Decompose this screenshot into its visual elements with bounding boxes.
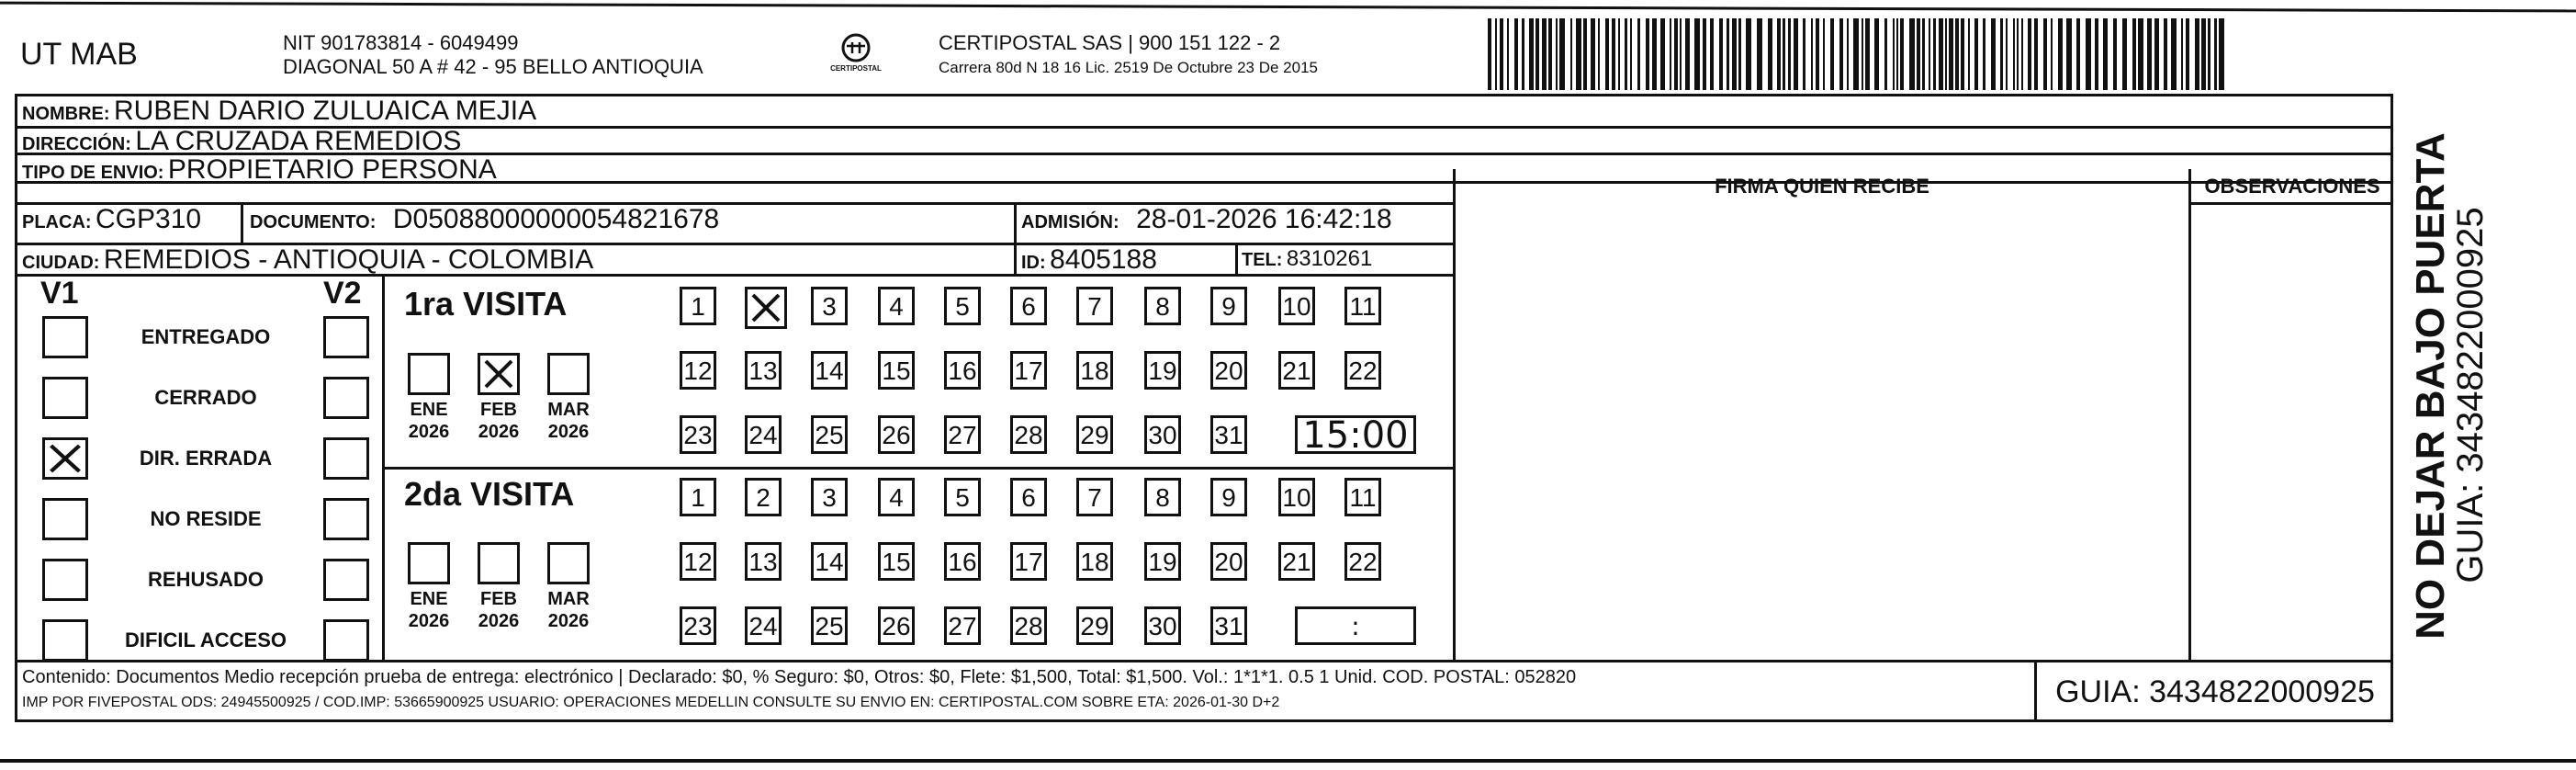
visit1-day-12[interactable]: 12 xyxy=(680,351,716,390)
visit1-day-6[interactable]: 6 xyxy=(1010,287,1047,325)
documento-label: DOCUMENTO: xyxy=(250,212,377,232)
visit1-day-14[interactable]: 14 xyxy=(811,351,848,390)
v2-checkbox[interactable] xyxy=(323,377,369,419)
visit1-month-label: ENE 2026 xyxy=(408,400,450,442)
visit2-month-label: ENE 2026 xyxy=(408,589,450,631)
footer-guia: GUIA: 3434822000925 xyxy=(2055,674,2375,709)
visit2-day-6[interactable]: 6 xyxy=(1010,478,1047,516)
visit2-day-16[interactable]: 16 xyxy=(944,542,981,581)
visit2-month-label: MAR 2026 xyxy=(547,589,590,631)
v1-header: V1 xyxy=(40,276,79,311)
visit2-day-13[interactable]: 13 xyxy=(745,542,782,581)
nombre-row xyxy=(22,96,536,127)
direccion-row xyxy=(22,126,461,157)
visit2-day-7[interactable]: 7 xyxy=(1076,478,1113,516)
tel-value: 8310261 xyxy=(1286,246,1373,271)
visit2-day-23[interactable]: 23 xyxy=(680,606,716,645)
visit2-day-15[interactable]: 15 xyxy=(878,542,915,581)
visit1-time-field[interactable]: 15:00 xyxy=(1295,415,1416,454)
visit2-day-5[interactable]: 5 xyxy=(944,478,981,516)
visit2-day-14[interactable]: 14 xyxy=(811,542,848,581)
certipostal-logo xyxy=(819,31,893,77)
visit1-day-23[interactable]: 23 xyxy=(680,415,716,454)
visit2-day-28[interactable]: 28 xyxy=(1010,606,1047,645)
visit2-day-9[interactable]: 9 xyxy=(1210,478,1247,516)
footer-content-line: Contenido: Documentos Medio recepción prueba de entrega: electrónico | Declarado: $0, % Seguro: $0, Otros: $0, Flete: $1,500, Total: $1,500. Vol.: 1*1*1. 0.5 1 Unid. COD. POSTAL: 052820 xyxy=(22,667,1577,687)
v1-checkbox[interactable] xyxy=(42,377,88,419)
visit1-day-27[interactable]: 27 xyxy=(944,415,981,454)
nit: NIT 901783814 - 6049499 xyxy=(283,31,519,54)
visit1-day-24[interactable]: 24 xyxy=(745,415,782,454)
visit2-day-17[interactable]: 17 xyxy=(1010,542,1047,581)
documento-field xyxy=(250,204,719,235)
id-label: ID: xyxy=(1021,253,1046,273)
ciudad-field xyxy=(22,244,593,276)
no-dejar-notice: NO DEJAR BAJO PUERTA xyxy=(2408,132,2453,640)
sender-address: DIAGONAL 50 A # 42 - 95 BELLO ANTIOQUIA xyxy=(283,55,703,78)
status-label: DIFICIL ACCESO xyxy=(124,628,287,651)
visit1-day-3[interactable]: 3 xyxy=(811,287,848,325)
v2-header: V2 xyxy=(323,276,362,311)
visit1-day-29[interactable]: 29 xyxy=(1076,415,1113,454)
v1-checkbox[interactable] xyxy=(42,316,88,358)
visit2-month-checkbox[interactable] xyxy=(547,542,590,584)
nombre-label: NOMBRE: xyxy=(22,104,110,124)
visit2-day-26[interactable]: 26 xyxy=(878,606,915,645)
tipo-row xyxy=(22,154,497,186)
id-value: 8405188 xyxy=(1050,244,1157,275)
visit1-day-1[interactable]: 1 xyxy=(680,287,716,325)
bottom-rule xyxy=(0,759,2576,763)
visit2-day-10[interactable]: 10 xyxy=(1278,478,1315,516)
v1-checkbox[interactable] xyxy=(42,559,88,601)
visit2-day-24[interactable]: 24 xyxy=(745,606,782,645)
admision-field xyxy=(1021,204,1392,235)
visit1-day-26[interactable]: 26 xyxy=(878,415,915,454)
v1-checkbox[interactable] xyxy=(42,498,88,540)
visit1-day-11[interactable]: 11 xyxy=(1344,287,1381,325)
tel-field xyxy=(1242,246,1372,272)
placa-field xyxy=(22,204,201,235)
visit2-day-19[interactable]: 19 xyxy=(1144,542,1181,581)
visit1-day-25[interactable]: 25 xyxy=(811,415,848,454)
visit2-day-27[interactable]: 27 xyxy=(944,606,981,645)
tipo-label: TIPO DE ENVIO: xyxy=(22,163,164,183)
admision-value: 28-01-2026 16:42:18 xyxy=(1136,204,1392,234)
visit2-month-label: FEB 2026 xyxy=(478,589,520,631)
signature-area[interactable] xyxy=(1456,205,2188,659)
visit1-day-22[interactable]: 22 xyxy=(1344,351,1381,390)
ciudad-value: REMEDIOS - ANTIOQUIA - COLOMBIA xyxy=(103,244,594,275)
visit2-day-12[interactable]: 12 xyxy=(680,542,716,581)
visit1-day-5[interactable]: 5 xyxy=(944,287,981,325)
visit2-day-1[interactable]: 1 xyxy=(680,478,716,516)
direccion-value: LA CRUZADA REMEDIOS xyxy=(135,126,462,156)
v2-checkbox[interactable] xyxy=(323,559,369,601)
status-label: CERRADO xyxy=(154,386,257,409)
header xyxy=(0,0,2576,101)
v2-checkbox[interactable] xyxy=(323,316,369,358)
visit2-month-checkbox[interactable] xyxy=(478,542,520,584)
visit2-day-11[interactable]: 11 xyxy=(1344,478,1381,516)
v1-checkbox[interactable] xyxy=(42,437,88,480)
visit1-day-28[interactable]: 28 xyxy=(1010,415,1047,454)
observaciones-label: OBSERVACIONES xyxy=(2204,175,2380,198)
visit1-day-16[interactable]: 16 xyxy=(944,351,981,390)
visit2-title: 2da VISITA xyxy=(404,475,575,513)
visit1-day-13[interactable]: 13 xyxy=(745,351,782,390)
visit1-month-label: FEB 2026 xyxy=(478,400,520,442)
direccion-label: DIRECCIÓN: xyxy=(22,134,131,154)
visit1-month-label: MAR 2026 xyxy=(547,400,590,442)
visit2-day-21[interactable]: 21 xyxy=(1278,542,1315,581)
visit1-day-8[interactable]: 8 xyxy=(1144,287,1181,325)
status-label: DIR. ERRADA xyxy=(139,447,273,470)
visit1-day-2[interactable] xyxy=(745,287,787,329)
visit1-day-31[interactable]: 31 xyxy=(1210,415,1247,454)
company-name: CERTIPOSTAL SAS | 900 151 122 - 2 xyxy=(939,31,1281,54)
v1-checkbox[interactable] xyxy=(42,619,88,662)
visit2-month-checkbox[interactable] xyxy=(408,542,450,584)
admision-label: ADMISIÓN: xyxy=(1021,212,1119,232)
tipo-value: PROPIETARIO PERSONA xyxy=(167,154,497,185)
visit1-title: 1ra VISITA xyxy=(404,285,568,323)
nombre-value: RUBEN DARIO ZULUAICA MEJIA xyxy=(114,96,537,126)
visit1-day-4[interactable]: 4 xyxy=(878,287,915,325)
side-text xyxy=(2397,119,2498,652)
visit2-time-field[interactable]: : xyxy=(1295,606,1416,645)
status-label: ENTREGADO xyxy=(141,325,271,348)
status-label: REHUSADO xyxy=(148,568,264,591)
visit1-day-19[interactable]: 19 xyxy=(1144,351,1181,390)
visit1-day-7[interactable]: 7 xyxy=(1076,287,1113,325)
placa-label: PLACA: xyxy=(22,212,92,232)
v2-checkbox[interactable] xyxy=(323,498,369,540)
visit1-day-15[interactable]: 15 xyxy=(878,351,915,390)
visit2-day-2[interactable]: 2 xyxy=(745,478,782,516)
side-guia: GUIA: 3434822000925 xyxy=(2450,207,2491,583)
barcode xyxy=(1488,18,2222,90)
documento-value: D05088000000054821678 xyxy=(392,204,720,234)
visit1-day-10[interactable]: 10 xyxy=(1278,287,1315,325)
visit1-day-17[interactable]: 17 xyxy=(1010,351,1047,390)
visit2-day-8[interactable]: 8 xyxy=(1144,478,1181,516)
visit2-day-29[interactable]: 29 xyxy=(1076,606,1113,645)
org-code: UT MAB xyxy=(20,37,138,72)
visit1-day-9[interactable]: 9 xyxy=(1210,287,1247,325)
ciudad-label: CIUDAD: xyxy=(22,253,100,273)
visit1-day-18[interactable]: 18 xyxy=(1076,351,1113,390)
status-label: NO RESIDE xyxy=(150,507,262,530)
firma-label: FIRMA QUIEN RECIBE xyxy=(1715,175,1929,198)
placa-value: CGP310 xyxy=(96,204,202,234)
visit1-day-21[interactable]: 21 xyxy=(1278,351,1315,390)
visit2-day-18[interactable]: 18 xyxy=(1076,542,1113,581)
visit1-month-checkbox[interactable] xyxy=(478,353,520,395)
visit2-day-22[interactable]: 22 xyxy=(1344,542,1381,581)
visit2-day-4[interactable]: 4 xyxy=(878,478,915,516)
visit2-day-30[interactable]: 30 xyxy=(1144,606,1181,645)
visit1-month-checkbox[interactable] xyxy=(547,353,590,395)
visit1-month-checkbox[interactable] xyxy=(408,353,450,395)
visit2-day-31[interactable]: 31 xyxy=(1210,606,1247,645)
observations-area[interactable] xyxy=(2191,205,2392,659)
id-field xyxy=(1021,244,1157,276)
logo-text: CERTIPOSTAL xyxy=(830,64,882,73)
footer-imp-line: IMP POR FIVEPOSTAL ODS: 24945500925 / COD.IMP: 53665900925 USUARIO: OPERACIONES MEDELLIN CONSULTE SU ENVIO EN: CERTIPOSTAL.COM SOBRE ETA: 2026-01-30 D+2 xyxy=(22,695,1280,710)
tel-label: TEL: xyxy=(1242,250,1283,270)
visit2-day-20[interactable]: 20 xyxy=(1210,542,1247,581)
v2-checkbox[interactable] xyxy=(323,619,369,662)
v2-checkbox[interactable] xyxy=(323,437,369,480)
visit1-day-30[interactable]: 30 xyxy=(1144,415,1181,454)
visit2-day-25[interactable]: 25 xyxy=(811,606,848,645)
visit1-day-20[interactable]: 20 xyxy=(1210,351,1247,390)
company-license: Carrera 80d N 18 16 Lic. 2519 De Octubre 23 De 2015 xyxy=(939,59,1318,76)
visit2-day-3[interactable]: 3 xyxy=(811,478,848,516)
